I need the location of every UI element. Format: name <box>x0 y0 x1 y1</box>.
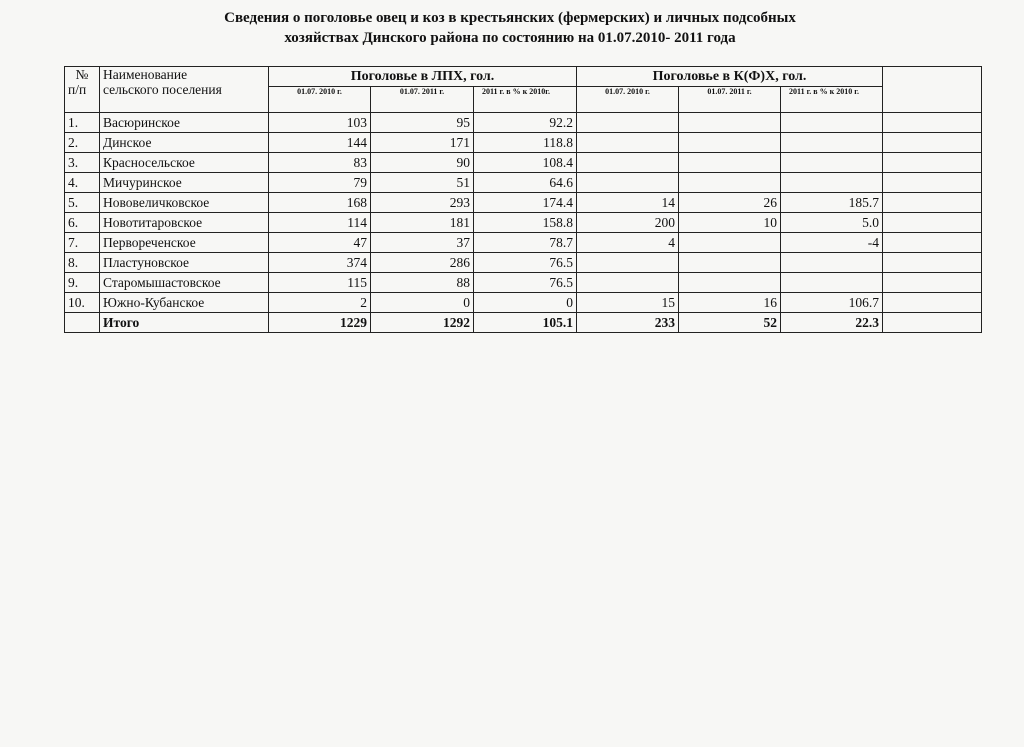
kfh-2010-value: 200 <box>577 213 679 233</box>
lph-percent-value: 118.8 <box>474 133 577 153</box>
header-group-kfh: Поголовье в К(Ф)Х, гол. <box>577 67 883 87</box>
row-number: 9. <box>65 273 100 293</box>
table-body <box>65 113 982 313</box>
lph-2011-value: 171 <box>371 133 474 153</box>
settlement-name: Южно-Кубанское <box>100 293 269 313</box>
lph-2011-value: 286 <box>371 253 474 273</box>
document-title <box>150 8 870 48</box>
lph-2011-value: 181 <box>371 213 474 233</box>
empty-cell <box>883 153 982 173</box>
empty-cell <box>883 293 982 313</box>
kfh-2010-value <box>577 253 679 273</box>
kfh-2011-value <box>679 133 781 153</box>
lph-2010-value: 47 <box>269 233 371 253</box>
kfh-percent-value <box>781 133 883 153</box>
empty-cell <box>883 173 982 193</box>
kfh-percent-value <box>781 253 883 273</box>
settlement-name: Мичуринское <box>100 173 269 193</box>
lph-2010-value: 114 <box>269 213 371 233</box>
lph-2010-value: 374 <box>269 253 371 273</box>
empty-cell <box>883 193 982 213</box>
settlement-name: Первореченское <box>100 233 269 253</box>
empty-cell <box>883 113 982 133</box>
lph-2011-value: 95 <box>371 113 474 133</box>
kfh-2011-value: 10 <box>679 213 781 233</box>
kfh-2011-value <box>679 153 781 173</box>
kfh-2011-value <box>679 233 781 253</box>
row-number: 1. <box>65 113 100 133</box>
empty-cell <box>883 273 982 293</box>
total-label: Итого <box>100 313 269 333</box>
table-row <box>65 253 982 273</box>
table-row <box>65 193 982 213</box>
kfh-2011-value <box>679 173 781 193</box>
header-kfh-percent: 2011 г. в % к 2010 г. <box>781 87 883 113</box>
empty-cell <box>883 233 982 253</box>
total-lph-2011: 1292 <box>371 313 474 333</box>
kfh-percent-value: 185.7 <box>781 193 883 213</box>
lph-2010-value: 79 <box>269 173 371 193</box>
kfh-percent-value <box>781 173 883 193</box>
lph-2010-value: 144 <box>269 133 371 153</box>
header-kfh-2011: 01.07. 2011 г. <box>679 87 781 113</box>
table-row <box>65 293 982 313</box>
table-row <box>65 153 982 173</box>
settlement-name: Динское <box>100 133 269 153</box>
kfh-2011-value <box>679 113 781 133</box>
row-number: 7. <box>65 233 100 253</box>
kfh-2010-value <box>577 113 679 133</box>
lph-2011-value: 293 <box>371 193 474 213</box>
total-number-cell <box>65 313 100 333</box>
kfh-2010-value: 14 <box>577 193 679 213</box>
kfh-percent-value <box>781 153 883 173</box>
kfh-2011-value <box>679 273 781 293</box>
lph-2011-value: 90 <box>371 153 474 173</box>
title-line-2: хозяйствах Динского района по состоянию на 01.07.2010- 2011 года <box>284 30 736 46</box>
kfh-2011-value <box>679 253 781 273</box>
total-empty-cell <box>883 313 982 333</box>
header-number: № п/п <box>65 67 100 113</box>
table-row <box>65 133 982 153</box>
lph-percent-value: 92.2 <box>474 113 577 133</box>
lph-2011-value: 0 <box>371 293 474 313</box>
row-number: 6. <box>65 213 100 233</box>
lph-percent-value: 174.4 <box>474 193 577 213</box>
header-lph-2011: 01.07. 2011 г. <box>371 87 474 113</box>
settlement-name: Васюринское <box>100 113 269 133</box>
total-row <box>65 313 982 333</box>
lph-percent-value: 78.7 <box>474 233 577 253</box>
header-lph-2010: 01.07. 2010 г. <box>269 87 371 113</box>
kfh-2010-value: 4 <box>577 233 679 253</box>
lph-2011-value: 51 <box>371 173 474 193</box>
total-kfh-2011: 52 <box>679 313 781 333</box>
empty-cell <box>883 253 982 273</box>
lph-percent-value: 64.6 <box>474 173 577 193</box>
settlement-name: Новотитаровское <box>100 213 269 233</box>
title-line-1: Сведения о поголовье овец и коз в крестьянских (фермерских) и личных подсобных <box>224 10 796 26</box>
settlement-name: Нововеличковское <box>100 193 269 213</box>
total-lph-percent: 105.1 <box>474 313 577 333</box>
header-kfh-2010: 01.07. 2010 г. <box>577 87 679 113</box>
table-row <box>65 213 982 233</box>
kfh-percent-value: 5.0 <box>781 213 883 233</box>
row-number: 5. <box>65 193 100 213</box>
lph-percent-value: 76.5 <box>474 273 577 293</box>
lph-percent-value: 158.8 <box>474 213 577 233</box>
lph-2010-value: 103 <box>269 113 371 133</box>
lph-2010-value: 83 <box>269 153 371 173</box>
empty-cell <box>883 213 982 233</box>
total-lph-2010: 1229 <box>269 313 371 333</box>
settlement-name: Старомышастовское <box>100 273 269 293</box>
row-number: 2. <box>65 133 100 153</box>
lph-2011-value: 88 <box>371 273 474 293</box>
kfh-percent-value: 106.7 <box>781 293 883 313</box>
header-lph-percent: 2011 г. в % к 2010г. <box>474 87 577 113</box>
row-number: 10. <box>65 293 100 313</box>
lph-percent-value: 108.4 <box>474 153 577 173</box>
lph-2011-value: 37 <box>371 233 474 253</box>
lph-2010-value: 115 <box>269 273 371 293</box>
table-row <box>65 173 982 193</box>
kfh-2010-value <box>577 273 679 293</box>
total-kfh-2010: 233 <box>577 313 679 333</box>
kfh-percent-value <box>781 113 883 133</box>
livestock-table <box>64 66 982 333</box>
lph-2010-value: 168 <box>269 193 371 213</box>
header-empty-column <box>883 67 982 113</box>
kfh-2011-value: 26 <box>679 193 781 213</box>
kfh-percent-value: -4 <box>781 233 883 253</box>
empty-cell <box>883 133 982 153</box>
table-row <box>65 113 982 133</box>
kfh-2010-value: 15 <box>577 293 679 313</box>
header-settlement: Наименование сельского поселения <box>100 67 269 113</box>
row-number: 8. <box>65 253 100 273</box>
settlement-name: Пластуновское <box>100 253 269 273</box>
row-number: 4. <box>65 173 100 193</box>
table-row <box>65 273 982 293</box>
table-row <box>65 233 982 253</box>
lph-2010-value: 2 <box>269 293 371 313</box>
total-kfh-percent: 22.3 <box>781 313 883 333</box>
kfh-percent-value <box>781 273 883 293</box>
lph-percent-value: 76.5 <box>474 253 577 273</box>
row-number: 3. <box>65 153 100 173</box>
kfh-2010-value <box>577 153 679 173</box>
header-group-lph: Поголовье в ЛПХ, гол. <box>269 67 577 87</box>
settlement-name: Красносельское <box>100 153 269 173</box>
kfh-2011-value: 16 <box>679 293 781 313</box>
lph-percent-value: 0 <box>474 293 577 313</box>
kfh-2010-value <box>577 133 679 153</box>
kfh-2010-value <box>577 173 679 193</box>
